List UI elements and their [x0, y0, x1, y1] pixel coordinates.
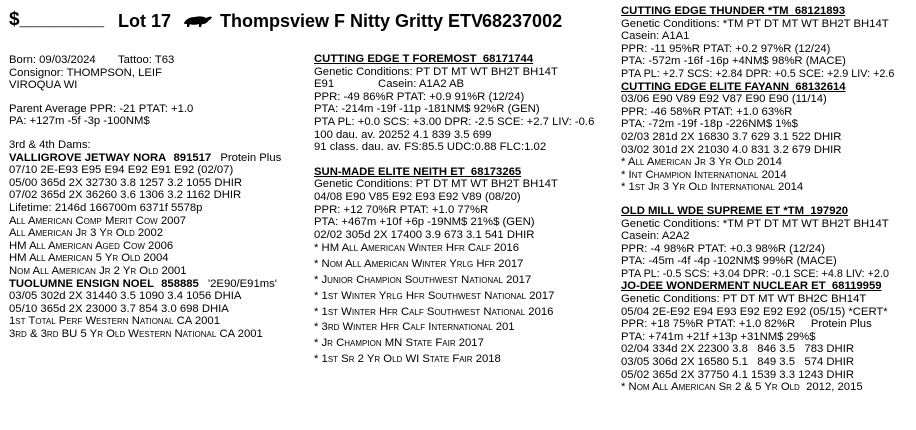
sire-info-line: PPR: -49 86%R PTAT: +0.9 91%R (12/24) — [314, 90, 525, 103]
parent-average-ppr: Parent Average PPR: -21 PTAT: +1.0 — [9, 102, 194, 115]
sire-info-line: PTA: -214m -19f -11p -181NM$ 92%R (GEN) — [314, 103, 540, 116]
dam-award-line: All American Comp Merit Cow 2007 — [9, 214, 187, 227]
dam-award-line: 3rd & 3rd BU 5 Yr Old Western National CA 2001 — [9, 327, 263, 340]
dam-dam-name: JO-DEE WONDERMENT NUCLEAR ET — [621, 280, 826, 293]
dam-sire-header — [621, 205, 916, 218]
sire-dam-info-line: 03/02 301d 2X 21030 4.0 831 3.2 679 DHIR — [621, 143, 842, 156]
dam-dam-info-line: Genetic Conditions: PT DT MT WT BH2C BH14T — [621, 293, 867, 306]
third-dam-extra: Protein Plus — [220, 151, 282, 164]
sire-info-line: 100 dau. av. 20252 4.1 839 3.5 699 — [314, 128, 492, 141]
dam-award-line: All American Jr 3 Yr Old 2002 — [9, 227, 164, 240]
dam-record-line: 07/02 365d 2X 36260 3.6 1306 3.2 1162 DHIR — [9, 189, 242, 202]
sire-dam-column — [314, 53, 619, 368]
sire-sire-info-line: PTA: -572m -16f -16p +4NM$ 98%R (MACE) — [621, 55, 846, 68]
dam-record-line: 05/10 365d 2X 23000 3.7 854 3.0 698 DHIA — [9, 302, 229, 315]
third-dam-header — [9, 152, 309, 165]
dam-award-line: HM All American 5 Yr Old 2004 — [9, 252, 169, 265]
dam-award-line: * 1st Winter Yrlg Hfr Southwest National 2017 — [314, 289, 555, 302]
dam-dam-header — [621, 280, 916, 293]
sire-sire-header — [621, 5, 916, 18]
dam-award-line: * Junior Champion Southwest National 2017 — [314, 273, 532, 286]
dam-record-line: 07/10 2E-E93 E95 E94 E92 E91 E92 (02/07) — [9, 164, 234, 177]
sire-dam-award-line: * Int Champion International 2014 — [621, 168, 787, 181]
sire-dam-info-line: PTA: -72m -19f -18p -226NM$ 1%$ — [621, 118, 798, 131]
sire-info-line: Genetic Conditions: PT DT MT WT BH2T BH14T — [314, 65, 558, 78]
sire-dam-info-line: 02/03 281d 2X 16830 3.7 629 3.1 522 DHIR — [621, 130, 842, 143]
dams-heading: 3rd & 4th Dams: — [9, 138, 91, 151]
tattoo: Tattoo: T63 — [118, 54, 175, 66]
dam-sire-info-line: Casein: A2A2 — [621, 230, 690, 243]
dam-award-line: * Jr Champion MN State Fair 2017 — [314, 337, 484, 350]
sire-dam-info-line: PPR: -46 58%R PTAT: +1.0 63%R — [621, 105, 793, 118]
dam-dam-reg: 68119959 — [831, 280, 882, 293]
price-dollar-sign: $ — [9, 9, 20, 30]
dam-award-line: 1st Total Perf Western National CA 2001 — [9, 315, 220, 328]
dam-dam-info-line: PPR: +18 75%R PTAT: +1.0 82%R Protein Plus — [621, 318, 872, 331]
dam-award-line: HM All American Aged Cow 2006 — [9, 239, 174, 252]
dam-record-line: 03/05 302d 2X 31440 3.5 1090 3.4 1056 DHIA — [9, 290, 242, 303]
dam-award-line: Nom All American Jr 2 Yr Old 2001 — [9, 264, 187, 277]
consignor-location: VIROQUA WI — [9, 79, 78, 92]
sire-dam-header — [621, 81, 916, 94]
animal-info-column — [9, 54, 309, 340]
dam-sire-info-line: Genetic Conditions: *TM PT DT MT WT BH2T BH14T — [621, 217, 889, 230]
sire-info-line: 91 class. dau. av. FS:85.5 UDC:0.88 FLC:1.02 — [314, 141, 547, 154]
dam-sire-info-line: PTA: -45m -4f -4p -102NM$ 99%R (MACE) — [621, 255, 837, 268]
dam-record-line: 05/00 365d 2X 32730 3.8 1257 3.2 1055 DHIR — [9, 176, 243, 189]
dam-award-line: * HM All American Winter Hfr Calf 2016 — [314, 242, 519, 255]
dam-header — [314, 166, 619, 179]
consignor: Consignor: THOMPSON, LEIF — [9, 66, 162, 79]
dam-award-line: * 3rd Winter Hfr Calf International 201 — [314, 321, 515, 334]
dam-info-line: PPR: +12 70%R PTAT: +1.0 77%R — [314, 203, 489, 216]
fourth-dam-header — [9, 278, 309, 291]
fourth-dam-name: TUOLUMNE ENSIGN NOEL — [9, 277, 154, 290]
sire-dam-award-line: * All American Jr 3 Yr Old 2014 — [621, 156, 782, 169]
lot-number: Lot 17 — [118, 11, 172, 31]
dam-award-line: * Nom All American Winter Yrlg Hfr 2017 — [314, 258, 524, 271]
dam-sire-reg: 197920 — [810, 204, 849, 217]
registration-number: 68237002 — [482, 11, 563, 31]
sire-info-line: E91 Casein: A1A2 AB — [314, 78, 465, 91]
dam-info-line: 02/02 305d 2X 17400 3.9 673 3.1 541 DHIR — [314, 228, 535, 241]
sire-sire-info-line: Casein: A1A1 — [621, 30, 690, 43]
third-dam-reg: 891517 — [173, 151, 212, 164]
sire-info-line: PTA PL: +0.0 SCS: +3.00 DPR: -2.5 SCE: +2.7 LIV: -0.6 — [314, 115, 595, 128]
sire-sire-info-line: PPR: -11 95%R PTAT: +0.2 97%R (12/24) — [621, 42, 831, 55]
dam-dam-info-line: 05/04 2E-E92 E94 E93 E92 E92 E92 (05/15) *CERT* — [621, 305, 888, 318]
price-blank-line: ________ — [19, 9, 105, 30]
dam-info-line: 04/08 E90 V85 E92 E93 E92 V89 (08/20) — [314, 190, 521, 203]
dam-record-line: Lifetime: 2146d 166700m 6371f 5578p — [9, 201, 203, 214]
dam-dam-info-line: 05/02 365d 2X 37750 4.1 1539 3.3 1243 DHIR — [621, 368, 855, 381]
sire-dam-name: CUTTING EDGE ELITE FAYANN — [621, 80, 790, 93]
sire-dam-info-line: 03/06 E90 V89 E92 V87 E90 E90 (11/14) — [621, 93, 827, 106]
birth-date: Born: 09/03/2024 — [9, 54, 96, 66]
grandparents-column — [621, 5, 916, 394]
dam-sire-name: OLD MILL WDE SUPREME ET *TM — [621, 204, 805, 217]
sire-dam-reg: 68132614 — [795, 80, 846, 93]
dam-award-line: * 1st Winter Hfr Calf Southwest National 2016 — [314, 305, 554, 318]
fourth-dam-reg: 858885 — [161, 277, 199, 290]
animal-name: Thompsview F Nitty Gritty ETV — [220, 11, 484, 31]
third-dam-name: VALLIGROVE JETWAY NORA — [9, 151, 167, 164]
dam-info-line: Genetic Conditions: PT DT MT WT BH2T BH14T — [314, 178, 558, 191]
sire-sire-info-line: PTA PL: +2.7 SCS: +2.84 DPR: +0.5 SCE: +2.9 LIV: +2.6 — [621, 67, 895, 80]
dam-dam-info-line: PTA: +741m +21f +13p +31NM$ 29%$ — [621, 330, 816, 343]
dam-dam-info-line: 03/05 306d 2X 16580 5.1 849 3.5 574 DHIR — [621, 356, 855, 369]
fourth-dam-extra: '2E90/E91ms' — [207, 277, 277, 290]
sire-sire-name: CUTTING EDGE THUNDER *TM — [621, 5, 789, 17]
cow-silhouette-icon — [183, 13, 213, 34]
sire-sire-reg: 68121893 — [794, 5, 846, 17]
sire-dam-award-line: * 1st Jr 3 Yr Old International 2014 — [621, 181, 804, 194]
sire-name: CUTTING EDGE T FOREMOST — [314, 53, 477, 65]
header — [9, 8, 104, 32]
dam-info-line: PTA: +467m +10f +6p -19NM$ 21%$ (GEN) — [314, 216, 535, 229]
dam-name: SUN-MADE ELITE NEITH ET — [314, 165, 465, 178]
dam-award-line: * 1st Sr 2 Yr Old WI State Fair 2018 — [314, 352, 501, 365]
dam-dam-info-line: 02/04 334d 2X 22300 3.8 846 3.5 783 DHIR — [621, 343, 855, 356]
sire-header — [314, 53, 619, 66]
dam-reg: 68173265 — [470, 165, 522, 178]
dam-sire-info-line: PPR: -4 98%R PTAT: +0.3 98%R (12/24) — [621, 242, 825, 255]
dam-sire-info-line: PTA PL: -0.5 SCS: +3.04 DPR: -0.1 SCE: +4.8 LIV: +2.0 — [621, 267, 889, 280]
dam-dam-award-line: * Nom All American Sr 2 & 5 Yr Old 2012, 2015 — [621, 381, 863, 394]
sire-reg: 68171744 — [482, 53, 534, 65]
sire-sire-info-line: Genetic Conditions: *TM PT DT MT WT BH2T BH14T — [621, 17, 889, 30]
parent-average-pa: PA: +127m -5f -3p -100NM$ — [9, 115, 150, 128]
